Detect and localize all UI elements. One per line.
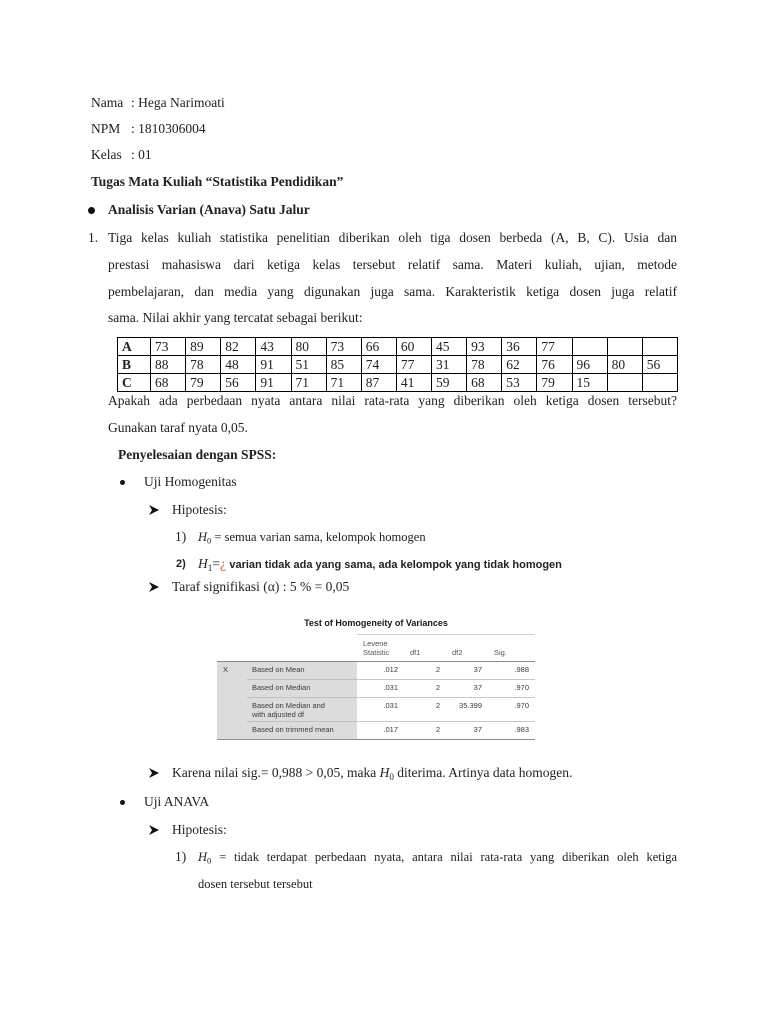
homogeneity-test-table bbox=[217, 634, 535, 740]
hypothesis-symbol: H bbox=[198, 850, 208, 864]
homogeneity-conclusion bbox=[172, 764, 572, 786]
score-cell: 36 bbox=[502, 338, 537, 356]
name-label: Nama bbox=[91, 95, 124, 110]
hypothesis-subscript: 0 bbox=[207, 535, 212, 546]
score-cell: 56 bbox=[221, 374, 256, 392]
sig-value: .970 bbox=[488, 680, 535, 698]
arrow-bullet-icon bbox=[149, 768, 159, 778]
levene-statistic-value: .017 bbox=[357, 722, 404, 740]
anova-hypothesis-label: Hipotesis: bbox=[172, 822, 227, 837]
empty-cell bbox=[642, 338, 677, 356]
spss-row bbox=[217, 722, 535, 740]
group-label-cell: C bbox=[118, 374, 151, 392]
anova-h0-number: 1) bbox=[175, 849, 187, 864]
score-cell: 15 bbox=[572, 374, 607, 392]
hypothesis-subscript: 1 bbox=[207, 562, 213, 573]
question-line-1: Apakah ada perbedaan nyata antara nilai rata-rata yang diberikan oleh ketiga dosen tersebut? bbox=[108, 393, 677, 408]
anova-test-title: Uji ANAVA bbox=[144, 794, 210, 809]
score-cell: 96 bbox=[572, 356, 607, 374]
group-label-cell: B bbox=[118, 356, 151, 374]
section-heading: Analisis Varian (Anava) Satu Jalur bbox=[108, 202, 310, 217]
problem-number: 1. bbox=[88, 230, 99, 245]
statistic-basis-label: Based on Median bbox=[247, 680, 357, 698]
score-cell: 74 bbox=[361, 356, 396, 374]
hypothesis-symbol: H bbox=[379, 765, 390, 780]
scores-table-row bbox=[118, 356, 678, 374]
df2-value: 37 bbox=[446, 680, 488, 698]
score-cell: 43 bbox=[256, 338, 291, 356]
h1-hypothesis bbox=[198, 555, 562, 577]
score-cell: 87 bbox=[361, 374, 396, 392]
equals-sign: = bbox=[212, 556, 220, 571]
problem-line-4: sama. Nilai akhir yang tercatat sebagai berikut: bbox=[108, 310, 363, 325]
npm-value: : 1810306004 bbox=[131, 121, 206, 136]
df1-value: 2 bbox=[404, 680, 446, 698]
homogeneity-test-title: Uji Homogenitas bbox=[144, 474, 237, 489]
npm-field bbox=[91, 120, 206, 138]
score-cell: 73 bbox=[151, 338, 186, 356]
name-field bbox=[91, 94, 225, 112]
score-cell: 68 bbox=[151, 374, 186, 392]
df2-value: 35.399 bbox=[446, 698, 488, 722]
df1-value: 2 bbox=[404, 662, 446, 680]
bullet-icon bbox=[120, 800, 125, 805]
spss-row bbox=[217, 662, 535, 680]
scores-table-row bbox=[118, 374, 678, 392]
sig-value: .988 bbox=[488, 662, 535, 680]
variable-cell: X bbox=[217, 662, 247, 740]
statistic-basis-label: Based on trimmed mean bbox=[247, 722, 357, 740]
empty-cell bbox=[642, 374, 677, 392]
problem-line-3: pembelajaran, dan media yang digunakan juga sama. Karakteristik ketiga dosen juga relatif bbox=[108, 284, 677, 299]
hypothesis-text: = semua varian sama, kelompok homogen bbox=[214, 530, 426, 544]
spss-table-title: Test of Homogeneity of Variances bbox=[304, 618, 448, 628]
empty-cell bbox=[572, 338, 607, 356]
h1-number: 2) bbox=[176, 558, 186, 570]
class-label: Kelas bbox=[91, 147, 122, 162]
levene-statistic-header: Levene Statistic bbox=[357, 635, 404, 662]
spss-table-body bbox=[217, 662, 535, 740]
scores-table-body bbox=[118, 338, 678, 392]
statistic-basis-label: Based on Median and with adjusted df bbox=[247, 698, 357, 722]
homogeneity-hypothesis-label: Hipotesis: bbox=[172, 502, 227, 517]
spss-corner-cell bbox=[217, 635, 357, 662]
spss-row bbox=[217, 680, 535, 698]
problem-line-1: Tiga kelas kuliah statistika penelitian diberikan oleh tiga dosen berbeda (A, B, C). Usia dan bbox=[108, 230, 677, 245]
score-cell: 56 bbox=[642, 356, 677, 374]
df2-value: 37 bbox=[446, 662, 488, 680]
score-cell: 88 bbox=[151, 356, 186, 374]
df1-header: df1 bbox=[404, 635, 446, 662]
assignment-title: Tugas Mata Kuliah “Statistika Pendidikan” bbox=[91, 174, 344, 189]
hypothesis-text: = tidak terdapat perbedaan nyata, antara nilai rata-rata yang diberikan oleh ketiga bbox=[219, 850, 677, 864]
sig-value: .970 bbox=[488, 698, 535, 722]
score-cell: 93 bbox=[467, 338, 502, 356]
score-cell: 80 bbox=[291, 338, 326, 356]
score-cell: 79 bbox=[537, 374, 572, 392]
score-cell: 80 bbox=[607, 356, 642, 374]
solution-heading: Penyelesaian dengan SPSS: bbox=[118, 447, 277, 462]
score-cell: 51 bbox=[291, 356, 326, 374]
hypothesis-text: varian tidak ada yang sama, ada kelompok yang tidak homogen bbox=[229, 559, 562, 571]
h0-hypothesis bbox=[198, 528, 426, 550]
score-cell: 31 bbox=[432, 356, 467, 374]
score-cell: 91 bbox=[256, 356, 291, 374]
anova-h0-line-2: dosen tersebut tersebut bbox=[198, 877, 313, 891]
spss-row bbox=[217, 698, 535, 722]
df1-value: 2 bbox=[404, 698, 446, 722]
score-cell: 60 bbox=[396, 338, 431, 356]
score-cell: 77 bbox=[396, 356, 431, 374]
score-cell: 78 bbox=[467, 356, 502, 374]
score-cell: 71 bbox=[326, 374, 361, 392]
empty-cell bbox=[607, 338, 642, 356]
score-cell: 76 bbox=[537, 356, 572, 374]
df2-value: 37 bbox=[446, 722, 488, 740]
arrow-bullet-icon bbox=[149, 505, 159, 515]
scores-table-row bbox=[118, 338, 678, 356]
score-cell: 73 bbox=[326, 338, 361, 356]
significance-level: Taraf signifikasi (α) : 5 % = 0,05 bbox=[172, 579, 350, 594]
hypothesis-subscript: 0 bbox=[389, 771, 394, 782]
sig-header: Sig. bbox=[488, 635, 535, 662]
score-cell: 53 bbox=[502, 374, 537, 392]
score-cell: 79 bbox=[186, 374, 221, 392]
hypothesis-mark: ¿ bbox=[219, 556, 226, 571]
npm-label: NPM bbox=[91, 121, 121, 136]
conclusion-text-after: diterima. Artinya data homogen. bbox=[397, 765, 573, 780]
score-cell: 66 bbox=[361, 338, 396, 356]
score-cell: 62 bbox=[502, 356, 537, 374]
arrow-bullet-icon bbox=[149, 825, 159, 835]
score-cell: 77 bbox=[537, 338, 572, 356]
anova-h0-line-1 bbox=[198, 848, 677, 870]
problem-line-2: prestasi mahasiswa dari ketiga kelas tersebut relatif sama. Materi kuliah, ujian, metode bbox=[108, 257, 677, 272]
hypothesis-symbol: H bbox=[198, 556, 208, 571]
score-cell: 71 bbox=[291, 374, 326, 392]
class-field bbox=[91, 146, 152, 164]
scores-table bbox=[117, 337, 678, 392]
conclusion-text-before: Karena nilai sig.= 0,988 > 0,05, maka bbox=[172, 765, 377, 780]
hypothesis-subscript: 0 bbox=[207, 855, 212, 866]
score-cell: 85 bbox=[326, 356, 361, 374]
filled-bullet-icon bbox=[88, 207, 95, 214]
question-line-2: Gunakan taraf nyata 0,05. bbox=[108, 420, 248, 435]
score-cell: 78 bbox=[186, 356, 221, 374]
bullet-icon bbox=[120, 480, 125, 485]
name-value: : Hega Narimoati bbox=[131, 95, 225, 110]
sig-value: .983 bbox=[488, 722, 535, 740]
h0-number: 1) bbox=[175, 529, 187, 544]
levene-statistic-value: .031 bbox=[357, 680, 404, 698]
score-cell: 82 bbox=[221, 338, 256, 356]
statistic-basis-label: Based on Mean bbox=[247, 662, 357, 680]
group-label-cell: A bbox=[118, 338, 151, 356]
levene-statistic-value: .031 bbox=[357, 698, 404, 722]
score-cell: 89 bbox=[186, 338, 221, 356]
score-cell: 41 bbox=[396, 374, 431, 392]
empty-cell bbox=[607, 374, 642, 392]
score-cell: 91 bbox=[256, 374, 291, 392]
score-cell: 68 bbox=[467, 374, 502, 392]
spss-header-row bbox=[217, 635, 535, 662]
arrow-bullet-icon bbox=[149, 582, 159, 592]
hypothesis-symbol: H bbox=[198, 530, 208, 544]
df2-header: df2 bbox=[446, 635, 488, 662]
class-value: : 01 bbox=[131, 147, 152, 162]
score-cell: 45 bbox=[432, 338, 467, 356]
score-cell: 59 bbox=[432, 374, 467, 392]
df1-value: 2 bbox=[404, 722, 446, 740]
score-cell: 48 bbox=[221, 356, 256, 374]
levene-statistic-value: .012 bbox=[357, 662, 404, 680]
